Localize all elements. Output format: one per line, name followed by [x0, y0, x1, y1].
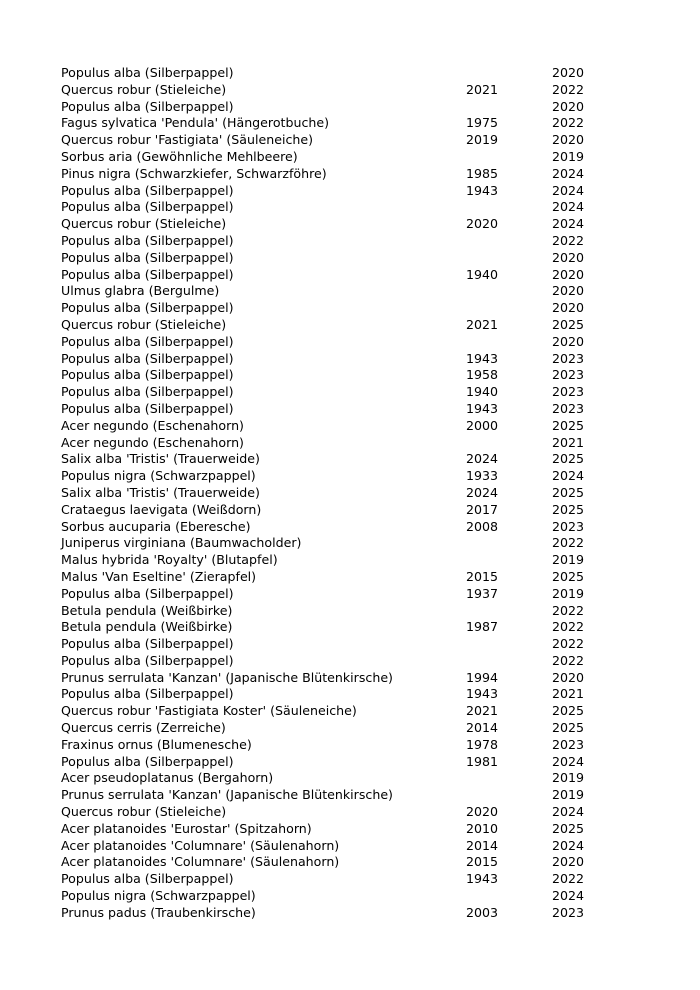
inspection-year-cell: 2023 [552, 400, 585, 416]
planting-year-cell: 2021 [466, 703, 499, 719]
tree-species-cell: Populus alba (Silberpappel) [61, 249, 234, 265]
table-row [61, 502, 641, 519]
table-row [61, 267, 641, 284]
planting-year-cell: 2021 [466, 81, 499, 97]
table-row [61, 888, 641, 905]
table-row [61, 552, 641, 569]
inspection-year-cell: 2025 [552, 484, 585, 500]
planting-year-cell: 2024 [466, 484, 499, 500]
inspection-year-cell: 2019 [552, 770, 585, 786]
inspection-year-cell: 2024 [552, 753, 585, 769]
tree-species-cell: Populus alba (Silberpappel) [61, 300, 234, 316]
table-row [61, 149, 641, 166]
inspection-year-cell: 2023 [552, 350, 585, 366]
inspection-year-cell: 2022 [552, 871, 585, 887]
planting-year-cell: 2003 [466, 904, 499, 920]
inspection-year-cell: 2025 [552, 720, 585, 736]
table-row [61, 737, 641, 754]
table-row [61, 384, 641, 401]
tree-species-cell: Fagus sylvatica 'Pendula' (Hängerotbuche) [61, 115, 330, 131]
table-row [61, 670, 641, 687]
inspection-year-cell: 2025 [552, 501, 585, 517]
inspection-year-cell: 2022 [552, 81, 585, 97]
planting-year-cell: 1978 [466, 736, 499, 752]
inspection-year-cell: 2023 [552, 367, 585, 383]
inspection-year-cell: 2019 [552, 148, 585, 164]
table-row [61, 166, 641, 183]
table-row [61, 653, 641, 670]
table-row [61, 619, 641, 636]
planting-year-cell: 2008 [466, 518, 499, 534]
tree-species-cell: Prunus serrulata 'Kanzan' (Japanische Blütenkirsche) [61, 669, 393, 685]
inspection-year-cell: 2025 [552, 703, 585, 719]
tree-species-cell: Populus alba (Silberpappel) [61, 871, 234, 887]
table-row [61, 82, 641, 99]
tree-species-cell: Malus hybrida 'Royalty' (Blutapfel) [61, 552, 278, 568]
planting-year-cell: 1943 [466, 400, 499, 416]
table-row [61, 636, 641, 653]
planting-year-cell: 2021 [466, 316, 499, 332]
table-row [61, 720, 641, 737]
table-row [61, 586, 641, 603]
inspection-year-cell: 2024 [552, 804, 585, 820]
inspection-year-cell: 2020 [552, 669, 585, 685]
tree-species-cell: Prunus padus (Traubenkirsche) [61, 904, 256, 920]
tree-species-cell: Populus alba (Silberpappel) [61, 65, 234, 80]
tree-species-cell: Quercus robur (Stieleiche) [61, 316, 227, 332]
inspection-year-cell: 2024 [552, 199, 585, 215]
inspection-year-cell: 2024 [552, 837, 585, 853]
tree-species-cell: Juniperus virginiana (Baumwacholder) [61, 535, 302, 551]
planting-year-cell: 2020 [466, 804, 499, 820]
table-row [61, 233, 641, 250]
table-row [61, 283, 641, 300]
tree-species-cell: Acer pseudoplatanus (Bergahorn) [61, 770, 274, 786]
planting-year-cell: 2015 [466, 568, 499, 584]
tree-species-cell: Populus alba (Silberpappel) [61, 350, 234, 366]
table-row [61, 770, 641, 787]
tree-species-cell: Quercus robur (Stieleiche) [61, 216, 227, 232]
table-row [61, 804, 641, 821]
planting-year-cell: 1975 [466, 115, 499, 131]
planting-year-cell: 1943 [466, 182, 499, 198]
inspection-year-cell: 2024 [552, 468, 585, 484]
inspection-year-cell: 2024 [552, 216, 585, 232]
tree-species-cell: Fraxinus ornus (Blumenesche) [61, 736, 252, 752]
inspection-year-cell: 2020 [552, 283, 585, 299]
tree-species-cell: Populus alba (Silberpappel) [61, 266, 234, 282]
inspection-year-cell: 2024 [552, 165, 585, 181]
tree-species-cell: Crataegus laevigata (Weißdorn) [61, 501, 262, 517]
planting-year-cell: 1940 [466, 384, 499, 400]
inspection-year-cell: 2021 [552, 686, 585, 702]
tree-species-cell: Betula pendula (Weißbirke) [61, 602, 233, 618]
tree-species-cell: Betula pendula (Weißbirke) [61, 619, 233, 635]
tree-species-cell: Quercus robur 'Fastigiata Koster' (Säuleneiche) [61, 703, 357, 719]
planting-year-cell: 1958 [466, 367, 499, 383]
planting-year-cell: 2017 [466, 501, 499, 517]
table-row [61, 115, 641, 132]
inspection-year-cell: 2023 [552, 384, 585, 400]
inspection-year-cell: 2020 [552, 249, 585, 265]
inspection-year-cell: 2022 [552, 636, 585, 652]
table-row [61, 351, 641, 368]
inspection-year-cell: 2024 [552, 888, 585, 904]
inspection-year-cell: 2020 [552, 132, 585, 148]
tree-species-cell: Populus alba (Silberpappel) [61, 98, 234, 114]
planting-year-cell: 2020 [466, 216, 499, 232]
table-row [61, 603, 641, 620]
tree-species-cell: Populus alba (Silberpappel) [61, 182, 234, 198]
table-row [61, 451, 641, 468]
tree-species-cell: Populus alba (Silberpappel) [61, 333, 234, 349]
planting-year-cell: 1943 [466, 350, 499, 366]
planting-year-cell: 1987 [466, 619, 499, 635]
planting-year-cell: 2000 [466, 417, 499, 433]
table-row [61, 854, 641, 871]
inspection-year-cell: 2023 [552, 736, 585, 752]
table-row [61, 317, 641, 334]
table-row [61, 401, 641, 418]
table-row [61, 787, 641, 804]
planting-year-cell: 2015 [466, 854, 499, 870]
tree-species-cell: Populus alba (Silberpappel) [61, 232, 234, 248]
tree-species-cell: Malus 'Van Eseltine' (Zierapfel) [61, 568, 257, 584]
inspection-year-cell: 2020 [552, 266, 585, 282]
inspection-year-cell: 2025 [552, 820, 585, 836]
table-row [61, 132, 641, 149]
planting-year-cell: 1985 [466, 165, 499, 181]
planting-year-cell: 2014 [466, 720, 499, 736]
table-row [61, 334, 641, 351]
tree-table [61, 65, 641, 922]
inspection-year-cell: 2022 [552, 535, 585, 551]
inspection-year-cell: 2025 [552, 451, 585, 467]
tree-species-cell: Acer platanoides 'Eurostar' (Spitzahorn) [61, 820, 312, 836]
inspection-year-cell: 2024 [552, 182, 585, 198]
planting-year-cell: 1937 [466, 585, 499, 601]
inspection-year-cell: 2025 [552, 417, 585, 433]
inspection-year-cell: 2020 [552, 300, 585, 316]
table-row [61, 703, 641, 720]
table-row [61, 250, 641, 267]
planting-year-cell: 1943 [466, 686, 499, 702]
tree-species-cell: Sorbus aucuparia (Eberesche) [61, 518, 251, 534]
inspection-year-cell: 2023 [552, 518, 585, 534]
tree-species-cell: Acer negundo (Eschenahorn) [61, 434, 244, 450]
table-row [61, 65, 641, 82]
tree-species-cell: Ulmus glabra (Bergulme) [61, 283, 220, 299]
table-row [61, 367, 641, 384]
tree-species-cell: Populus nigra (Schwarzpappel) [61, 888, 256, 904]
tree-species-cell: Quercus robur 'Fastigiata' (Säuleneiche) [61, 132, 314, 148]
planting-year-cell: 1981 [466, 753, 499, 769]
table-row [61, 686, 641, 703]
tree-species-cell: Populus nigra (Schwarzpappel) [61, 468, 256, 484]
inspection-year-cell: 2022 [552, 115, 585, 131]
tree-species-cell: Populus alba (Silberpappel) [61, 636, 234, 652]
tree-species-cell: Populus alba (Silberpappel) [61, 652, 234, 668]
inspection-year-cell: 2025 [552, 568, 585, 584]
tree-species-cell: Populus alba (Silberpappel) [61, 199, 234, 215]
tree-species-cell: Quercus robur (Stieleiche) [61, 804, 227, 820]
table-row [61, 199, 641, 216]
inspection-year-cell: 2020 [552, 854, 585, 870]
table-row [61, 905, 641, 922]
inspection-year-cell: 2022 [552, 232, 585, 248]
tree-species-cell: Sorbus aria (Gewöhnliche Mehlbeere) [61, 148, 298, 164]
inspection-year-cell: 2020 [552, 333, 585, 349]
table-row [61, 435, 641, 452]
table-row [61, 99, 641, 116]
tree-species-cell: Salix alba 'Tristis' (Trauerweide) [61, 484, 260, 500]
table-row [61, 418, 641, 435]
planting-year-cell: 1933 [466, 468, 499, 484]
tree-species-cell: Populus alba (Silberpappel) [61, 585, 234, 601]
tree-species-cell: Populus alba (Silberpappel) [61, 367, 234, 383]
table-row [61, 485, 641, 502]
table-row [61, 300, 641, 317]
inspection-year-cell: 2020 [552, 65, 585, 80]
table-row [61, 821, 641, 838]
tree-species-cell: Populus alba (Silberpappel) [61, 753, 234, 769]
table-row [61, 519, 641, 536]
tree-species-cell: Quercus cerris (Zerreiche) [61, 720, 226, 736]
table-row [61, 468, 641, 485]
table-row [61, 183, 641, 200]
tree-species-cell: Populus alba (Silberpappel) [61, 400, 234, 416]
tree-species-cell: Salix alba 'Tristis' (Trauerweide) [61, 451, 260, 467]
table-row [61, 569, 641, 586]
inspection-year-cell: 2019 [552, 787, 585, 803]
inspection-year-cell: 2020 [552, 98, 585, 114]
table-row [61, 754, 641, 771]
inspection-year-cell: 2021 [552, 434, 585, 450]
table-row [61, 838, 641, 855]
inspection-year-cell: 2022 [552, 652, 585, 668]
planting-year-cell: 2024 [466, 451, 499, 467]
inspection-year-cell: 2019 [552, 552, 585, 568]
tree-species-cell: Acer platanoides 'Columnare' (Säulenahorn) [61, 837, 340, 853]
planting-year-cell: 1943 [466, 871, 499, 887]
tree-species-cell: Prunus serrulata 'Kanzan' (Japanische Blütenkirsche) [61, 787, 393, 803]
tree-species-cell: Pinus nigra (Schwarzkiefer, Schwarzföhre) [61, 165, 327, 181]
tree-species-cell: Acer negundo (Eschenahorn) [61, 417, 244, 433]
inspection-year-cell: 2025 [552, 316, 585, 332]
inspection-year-cell: 2022 [552, 619, 585, 635]
planting-year-cell: 2019 [466, 132, 499, 148]
table-row [61, 535, 641, 552]
inspection-year-cell: 2022 [552, 602, 585, 618]
planting-year-cell: 2010 [466, 820, 499, 836]
inspection-year-cell: 2019 [552, 585, 585, 601]
tree-species-cell: Quercus robur (Stieleiche) [61, 81, 227, 97]
planting-year-cell: 1940 [466, 266, 499, 282]
table-row [61, 871, 641, 888]
table-row [61, 216, 641, 233]
planting-year-cell: 2014 [466, 837, 499, 853]
tree-species-cell: Populus alba (Silberpappel) [61, 384, 234, 400]
inspection-year-cell: 2023 [552, 904, 585, 920]
tree-species-cell: Acer platanoides 'Columnare' (Säulenahorn) [61, 854, 340, 870]
tree-species-cell: Populus alba (Silberpappel) [61, 686, 234, 702]
planting-year-cell: 1994 [466, 669, 499, 685]
